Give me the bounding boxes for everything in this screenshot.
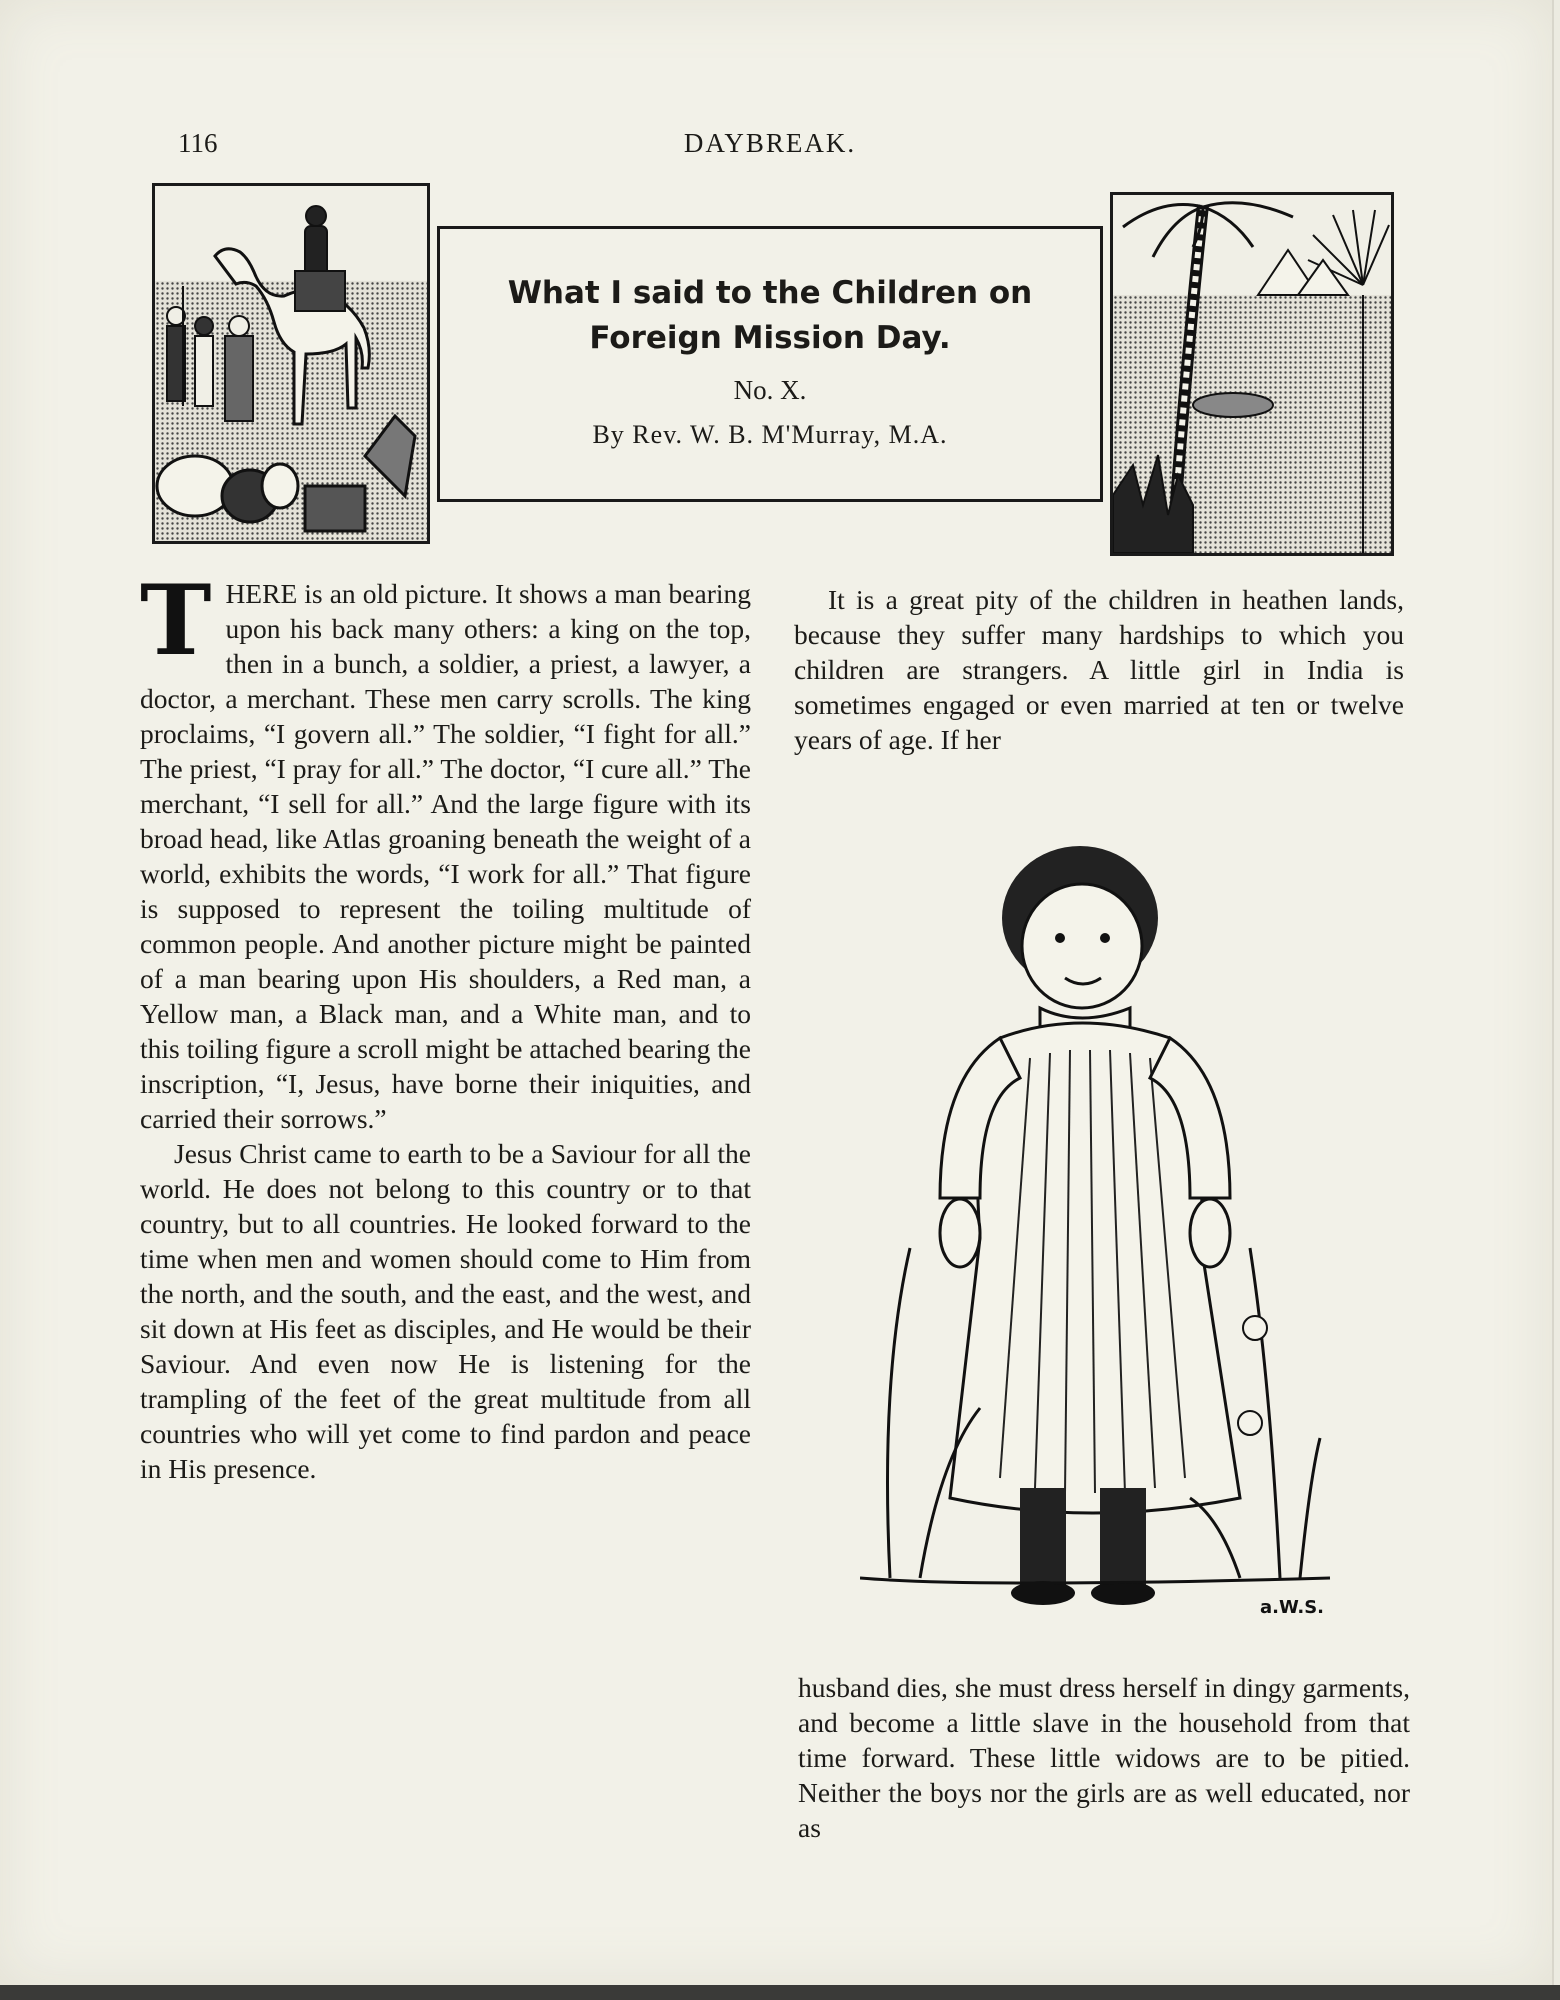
paragraph: husband dies, she must dress herself in dingy garments, and become a little slave in the household from that time forward. These little widows are to be pitied. Neither the boys nor the girls are as well educated, nor as xyxy=(798,1672,1410,1843)
drop-cap: T xyxy=(140,564,212,677)
artist-mark: a.W.S. xyxy=(1260,1597,1325,1618)
title-box xyxy=(437,226,1103,502)
right-column-bottom xyxy=(798,1670,1410,1845)
scan-edge xyxy=(0,1985,1560,2000)
child-illustration xyxy=(860,838,1340,1628)
article-number: No. X. xyxy=(733,375,807,405)
egypt-pyramids-palm-illustration xyxy=(1110,192,1394,556)
page-number: 116 xyxy=(178,128,218,158)
paragraph: Jesus Christ came to earth to be a Saviour for all the world. He does not belong to this country or to that country, but to all countries. He looked forward to the time when men and women should come to Him from the north, and the south, and the east, and the west, and sit down at His feet as disciples, and He would be their Saviour. And even now He is listening for the trampling of the feet of the great multitude from all countries who will yet come to find pardon and peace in His presence. xyxy=(140,1138,751,1484)
right-column-top xyxy=(794,582,1404,757)
camel-caravan-icon xyxy=(155,186,427,541)
paragraph-text: HERE is an old picture. It shows a man bearing upon his back many others: a king on the top, then in a bunch, a soldier, a priest, a lawyer, a doctor, a merchant. These men carry scrolls. The king proclaims, “I govern all.” The soldier, “I fight for all.” The priest, “I pray for all.” The doctor, “I cure all.” The merchant, “I sell for all.” And the large figure with its broad head, like Atlas groaning beneath the weight of a world, exhibits the words, “I work for all.” That figure is supposed to represent the toiling multitude of common people. And another picture might be painted of a man bearing upon His shoulders, a Red man, a Yellow man, a Black man, and a White man, and to this toiling figure a scroll might be attached bearing the inscription, “I, Jesus, have borne their iniquities, and carried their sorrows.” xyxy=(140,578,752,1134)
article-byline: By Rev. W. B. M'Murray, M.A. xyxy=(592,420,948,449)
article-title: What I said to the Children on Foreign Mission Day. xyxy=(507,275,1033,356)
paragraph xyxy=(140,564,752,1136)
pyramids-palm-icon xyxy=(1113,195,1391,553)
child-figure-icon xyxy=(860,838,1340,1628)
left-column xyxy=(140,564,752,1486)
running-head: DAYBREAK. xyxy=(683,128,857,158)
paragraph: It is a great pity of the children in heathen lands, because they suffer many hardships to which you children are strangers. A little girl in India is sometimes engaged or even married at ten or twelve years of age. If her xyxy=(794,584,1404,755)
camel-caravan-illustration xyxy=(152,183,430,544)
